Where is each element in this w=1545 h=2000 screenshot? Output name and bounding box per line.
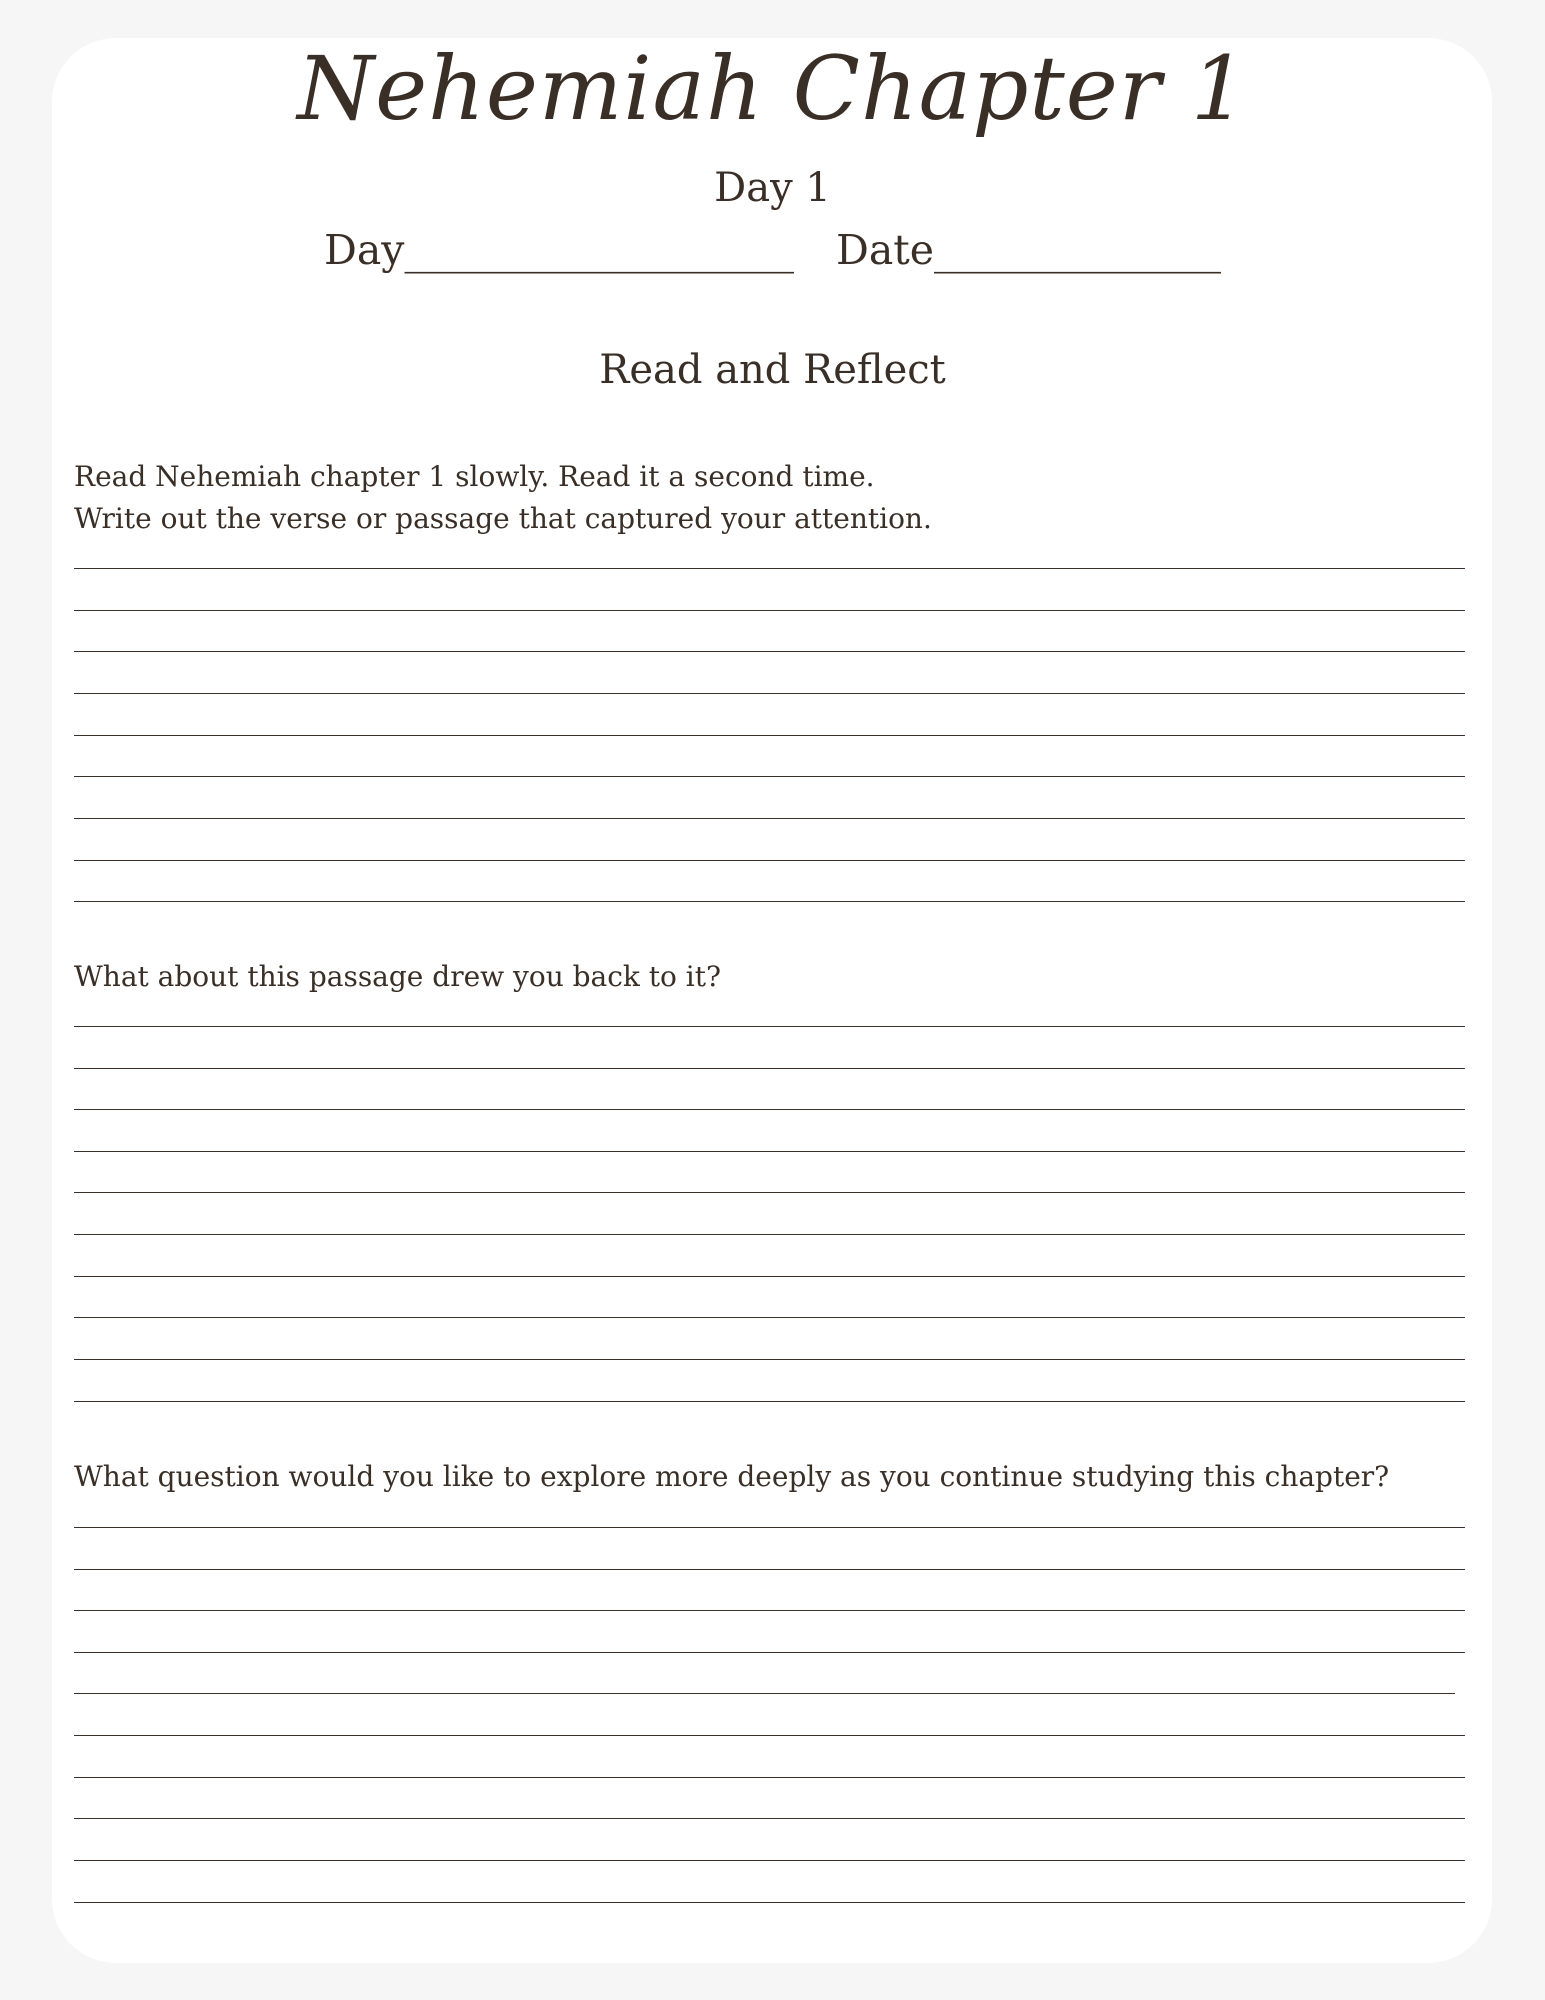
writing-line[interactable] [74, 1735, 1465, 1736]
writing-line[interactable] [74, 735, 1465, 736]
writing-line[interactable] [74, 1068, 1465, 1069]
section-heading: Read and Reflect [599, 347, 946, 393]
writing-line[interactable] [74, 1026, 1465, 1027]
writing-line[interactable] [74, 568, 1465, 569]
writing-line[interactable] [74, 651, 1465, 652]
writing-line[interactable] [74, 693, 1465, 694]
worksheet-page [52, 38, 1492, 1963]
prompt-3-line-1: What question would you like to explore more deeply as you continue studying this chapter? [74, 1460, 1390, 1493]
writing-line[interactable] [74, 1652, 1465, 1653]
writing-line[interactable] [74, 1860, 1465, 1861]
writing-line[interactable] [74, 1359, 1465, 1360]
writing-line[interactable] [74, 776, 1465, 777]
writing-line[interactable] [74, 1317, 1465, 1318]
writing-line[interactable] [74, 1527, 1465, 1528]
date-blank-field[interactable]: Date______________ [835, 226, 1222, 274]
writing-line[interactable] [74, 1610, 1465, 1611]
day-number-label: Day 1 [714, 165, 831, 211]
writing-line[interactable] [74, 610, 1465, 611]
writing-line[interactable] [74, 901, 1465, 902]
writing-line[interactable] [74, 1151, 1465, 1152]
writing-line[interactable] [74, 1401, 1465, 1402]
writing-line[interactable] [74, 1109, 1465, 1110]
writing-line[interactable] [74, 1902, 1465, 1903]
writing-line[interactable] [74, 1777, 1465, 1778]
writing-line[interactable] [74, 1192, 1465, 1193]
writing-line[interactable] [74, 1234, 1465, 1235]
writing-line[interactable] [74, 1693, 1455, 1694]
writing-line[interactable] [74, 818, 1465, 819]
writing-line[interactable] [74, 860, 1465, 861]
writing-line[interactable] [74, 1818, 1465, 1819]
day-date-fields [0, 226, 1545, 275]
prompt-1-line-1: Read Nehemiah chapter 1 slowly. Read it a second time. [74, 460, 875, 493]
writing-line[interactable] [74, 1276, 1465, 1277]
page-title: Nehemiah Chapter 1 [297, 37, 1248, 140]
prompt-2-line-1: What about this passage drew you back to it? [74, 960, 722, 993]
day-blank-field[interactable]: Day___________________ [323, 226, 794, 274]
writing-line[interactable] [74, 1569, 1465, 1570]
prompt-1-line-2: Write out the verse or passage that captured your attention. [74, 502, 932, 535]
